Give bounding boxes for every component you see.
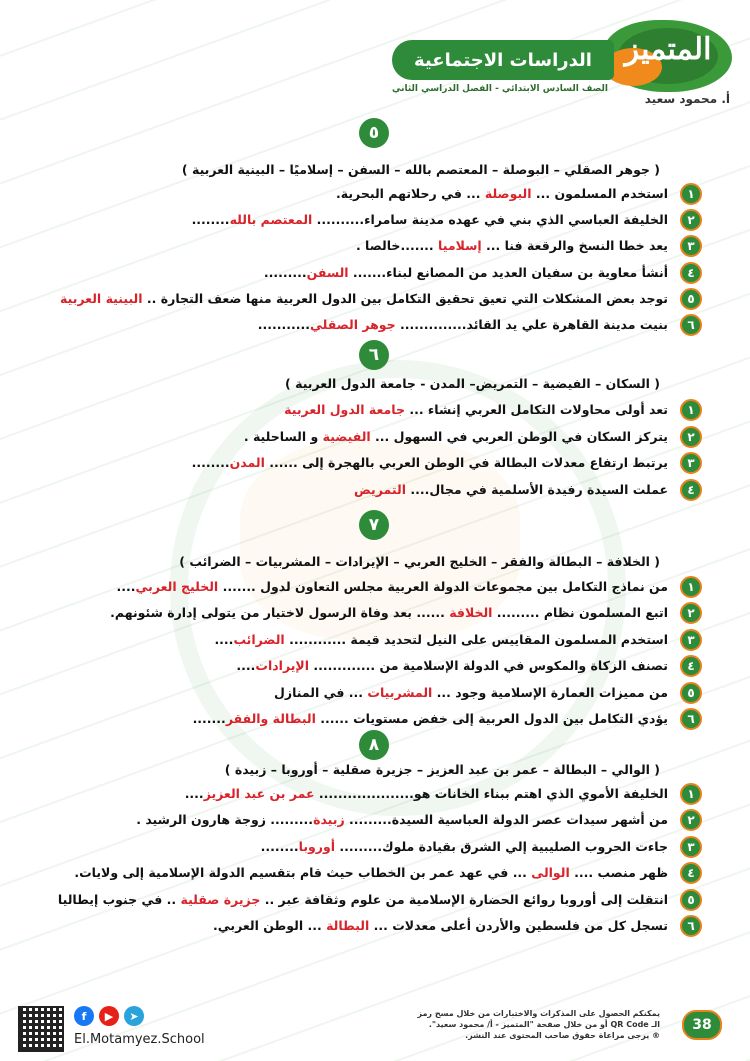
telegram-icon[interactable]: ➤ — [124, 1006, 144, 1026]
question-text — [58, 892, 668, 907]
question-stem-before: تعد أولى محاولات التكامل العربي إنشاء ... — [404, 402, 668, 417]
choices-list: ( السكان – الفيضية – التمريض– المدن - جامعة الدول العربية ) — [285, 376, 660, 391]
question-row — [60, 261, 700, 285]
question-number: ٢ — [680, 602, 702, 624]
question-row — [60, 287, 700, 311]
question-number: ٢ — [680, 209, 702, 231]
question-row — [60, 654, 700, 678]
qr-code[interactable] — [18, 1006, 64, 1052]
choices-list: ( جوهر الصقلي – البوصلة – المعتصم بالله – السفن – إسلاميًا – البينية العربية ) — [181, 162, 660, 177]
question-stem-before: عملت السيدة رفيدة الأسلمية في مجال.... — [405, 481, 668, 497]
question-row — [60, 782, 700, 806]
question-text — [244, 429, 668, 444]
question-stem-after: .... — [116, 579, 136, 594]
question-text — [60, 291, 668, 306]
question-stem-after: ... في المنازل — [274, 684, 368, 700]
question-number: ٦ — [680, 708, 702, 730]
question-stem-before: تصنف الزكاة والمكوس في الدولة الإسلامية من ............. — [309, 658, 668, 674]
question-number: ١ — [680, 576, 702, 598]
answer-text: عمر بن عبد العزيز — [203, 786, 315, 801]
question-stem-after: و الساحلية . — [243, 428, 323, 444]
question-text — [354, 482, 668, 497]
question-stem-before: يؤدي التكامل بين الدول العربية إلى خفض مستويات ...... — [315, 711, 668, 726]
page-number: 38 — [682, 1010, 722, 1040]
question-stem-before: انتقلت إلى أوروبا روائع الحضارة الإسلامية من علوم وثقافة عبر .. — [260, 891, 668, 907]
question-stem-before: اتبع المسلمون نظام ......... — [492, 605, 668, 621]
question-stem-before: من أشهر سيدات عصر الدولة العباسية السيدة......... — [344, 812, 668, 828]
section-number-badge: ٧ — [359, 510, 389, 540]
question-number: ٣ — [680, 452, 702, 474]
question-stem-after: ......... — [263, 264, 307, 280]
answer-text: جوهر الصقلي — [309, 317, 396, 332]
question-text — [274, 685, 668, 700]
question-stem-after: ...... بعد وفاة الرسول لاختيار من يتولى إدارة شئونهم. — [110, 605, 450, 621]
question-row — [60, 835, 700, 859]
question-stem-after: ... في رحلاتهم البحرية. — [336, 186, 485, 201]
question-stem-before: يتركز السكان في الوطن العربي في السهول ... — [370, 428, 668, 444]
question-row — [60, 601, 700, 625]
question-row — [60, 425, 700, 449]
question-stem-after: ... في عهد عمر بن الخطاب حيث قام بتقسيم الدولة الإسلامية إلى ولايات. — [74, 865, 532, 881]
question-number: ٣ — [680, 629, 702, 651]
question-stem-before: توجد بعض المشكلات التي تعيق تحقيق التكامل بين الدول العربية منها ضعف التجارة .. — [142, 290, 668, 306]
question-text — [110, 605, 668, 620]
question-stem-before: تسجل كل من فلسطين والأردن أعلى معدلات ... — [369, 918, 668, 933]
question-stem-before: استخدم المسلمون ... — [531, 186, 668, 201]
answer-text: الخلافة — [449, 605, 493, 621]
answer-text: المشربيات — [367, 684, 433, 700]
question-stem-before: من نماذج التكامل بين مجموعات الدولة العربية مجلس التعاون لدول ....... — [218, 579, 668, 594]
question-stem-after: .......خالصا . — [355, 238, 439, 254]
answer-text: المعتصم بالله — [229, 212, 313, 228]
question-text — [193, 711, 668, 726]
answer-text: الفيضية — [322, 428, 371, 444]
question-stem-before: يعد خطا النسخ والرقعة فنا ... — [481, 238, 668, 254]
answer-text: التمريض — [354, 481, 406, 497]
question-stem-after: .. في جنوب إيطاليا — [57, 891, 181, 907]
footer-note-line: يمكنكم الحصول على المذكرات والاختبارات من خلال مسح رمز — [417, 1009, 660, 1018]
answer-text: جزيرة صقلية — [180, 891, 261, 907]
section-number-badge: ٨ — [359, 730, 389, 760]
question-text — [284, 402, 668, 417]
question-row — [60, 398, 700, 422]
question-row — [60, 914, 700, 938]
question-row — [60, 451, 700, 475]
answer-text: البوصلة — [484, 186, 532, 201]
question-stem-before: الخليفة الأموي الذي اهتم ببناء الخانات هو.................... — [314, 786, 668, 801]
question-row — [57, 888, 700, 912]
footer-note-line: الـ QR Code أو من خلال صفحة "المتميز - أ/ محمود سعيد". — [428, 1020, 660, 1029]
question-stem-after: ... الوطن العربي. — [213, 918, 327, 933]
question-number: ٤ — [680, 862, 702, 884]
question-number: ٢ — [680, 426, 702, 448]
question-number: ٦ — [680, 314, 702, 336]
answer-text: زبيدة — [313, 812, 345, 828]
question-text — [117, 579, 668, 594]
question-number: ١ — [680, 783, 702, 805]
answer-text: جامعة الدول العربية — [284, 402, 405, 417]
section-number-badge: ٦ — [359, 340, 389, 370]
answer-text: أوروبا — [298, 838, 336, 854]
footer-note — [360, 1008, 660, 1041]
question-text — [261, 839, 668, 854]
question-text — [185, 786, 668, 801]
question-stem-after: .... — [214, 631, 234, 647]
question-row — [60, 208, 700, 232]
social-links — [74, 1006, 144, 1026]
choices-list: ( الوالي – البطالة – عمر بن عبد العزيز – جزيرة صقلية – أوروبا – زبيدة ) — [224, 762, 660, 777]
question-row — [60, 234, 700, 258]
question-row — [60, 313, 700, 337]
question-number: ١ — [680, 399, 702, 421]
question-number: ٥ — [680, 682, 702, 704]
question-number: ٦ — [680, 915, 702, 937]
footer-note-line: ® يرجى مراعاة حقوق صاحب المحتوى عند النشر. — [465, 1031, 660, 1040]
logo-text: المتميز — [624, 32, 712, 67]
page-footer — [0, 1000, 750, 1061]
answer-text: البطالة والفقر — [225, 711, 316, 726]
question-row — [60, 628, 700, 652]
youtube-icon[interactable]: ▶ — [99, 1006, 119, 1026]
question-stem-after: ......... زوجة هارون الرشيد . — [136, 812, 314, 828]
question-stem-before: الخليفة العباسي الذي بني في عهده مدينة سامراء.......... — [312, 212, 668, 228]
question-number: ٥ — [680, 288, 702, 310]
question-text — [258, 317, 668, 332]
question-number: ٣ — [680, 836, 702, 858]
question-stem-before: ظهر منصب .... — [569, 865, 668, 881]
question-number: ٤ — [680, 479, 702, 501]
answer-text: إسلاميا — [438, 238, 482, 254]
question-stem-after: ....... — [192, 711, 226, 726]
answer-text: الضرائب — [233, 631, 285, 647]
question-row — [60, 182, 700, 206]
question-stem-before: أنشأ معاوية بن سفيان العديد من المصانع لبناء....... — [348, 264, 668, 280]
page-header — [362, 18, 732, 108]
question-row — [60, 808, 700, 832]
question-number: ٥ — [680, 889, 702, 911]
answer-text: المدن — [229, 455, 265, 470]
question-number: ٤ — [680, 655, 702, 677]
question-row — [60, 707, 700, 731]
question-text — [356, 238, 668, 253]
question-stem-before: من مميزات العمارة الإسلامية وجود ... — [432, 684, 668, 700]
question-number: ٣ — [680, 235, 702, 257]
answer-text: السفن — [306, 264, 349, 280]
question-text — [192, 455, 668, 470]
site-name: El.Motamyez.School — [74, 1032, 205, 1047]
answer-text: الخليج العربي — [135, 579, 219, 594]
grade-term: الصف السادس الابتدائي - الفصل الدراسي الثاني — [392, 84, 608, 94]
question-text — [74, 865, 668, 880]
question-stem-after: .... — [184, 786, 204, 801]
question-text — [192, 212, 668, 227]
answer-text: الإيرادات — [255, 658, 310, 674]
facebook-icon[interactable]: f — [74, 1006, 94, 1026]
question-row — [60, 478, 700, 502]
question-stem-before: استخدم المسلمون المقاييس على النيل لتحديد قيمة ............ — [284, 631, 668, 647]
section-number-badge: ٥ — [359, 118, 389, 148]
answer-text: الوالى — [531, 865, 570, 881]
question-text — [214, 632, 668, 647]
answer-text: البطالة — [326, 918, 370, 933]
question-stem-after: ........ — [260, 838, 299, 854]
question-text — [336, 186, 668, 201]
question-text — [213, 918, 668, 933]
question-stem-after: ........ — [191, 212, 230, 228]
question-row — [60, 861, 700, 885]
question-stem-after: .... — [236, 658, 256, 674]
question-number: ١ — [680, 183, 702, 205]
question-stem-before: يرتبط ارتفاع معدلات البطالة في الوطن العربي بالهجرة إلى ...... — [264, 455, 668, 470]
teacher-name: أ. محمود سعيد — [644, 92, 730, 106]
question-stem-after: ........... — [257, 317, 310, 332]
question-number: ٤ — [680, 262, 702, 284]
choices-list: ( الخلافة – البطالة والفقر – الخليج العربي – الإيرادات – المشربيات – الضرائب ) — [179, 554, 660, 569]
question-text — [264, 265, 668, 280]
question-row — [60, 575, 700, 599]
answer-text: البينية العربية — [60, 290, 143, 306]
question-row — [60, 681, 700, 705]
subject-title: الدراسات الاجتماعية — [392, 40, 614, 80]
question-stem-before: جاءت الحروب الصليبية إلي الشرق بقيادة ملوك......... — [335, 838, 668, 854]
question-text — [136, 812, 668, 827]
question-number: ٢ — [680, 809, 702, 831]
question-stem-after: ........ — [191, 455, 230, 470]
question-text — [236, 658, 668, 673]
question-stem-before: بنيت مدينة القاهرة علي يد القائد.............. — [395, 317, 668, 332]
